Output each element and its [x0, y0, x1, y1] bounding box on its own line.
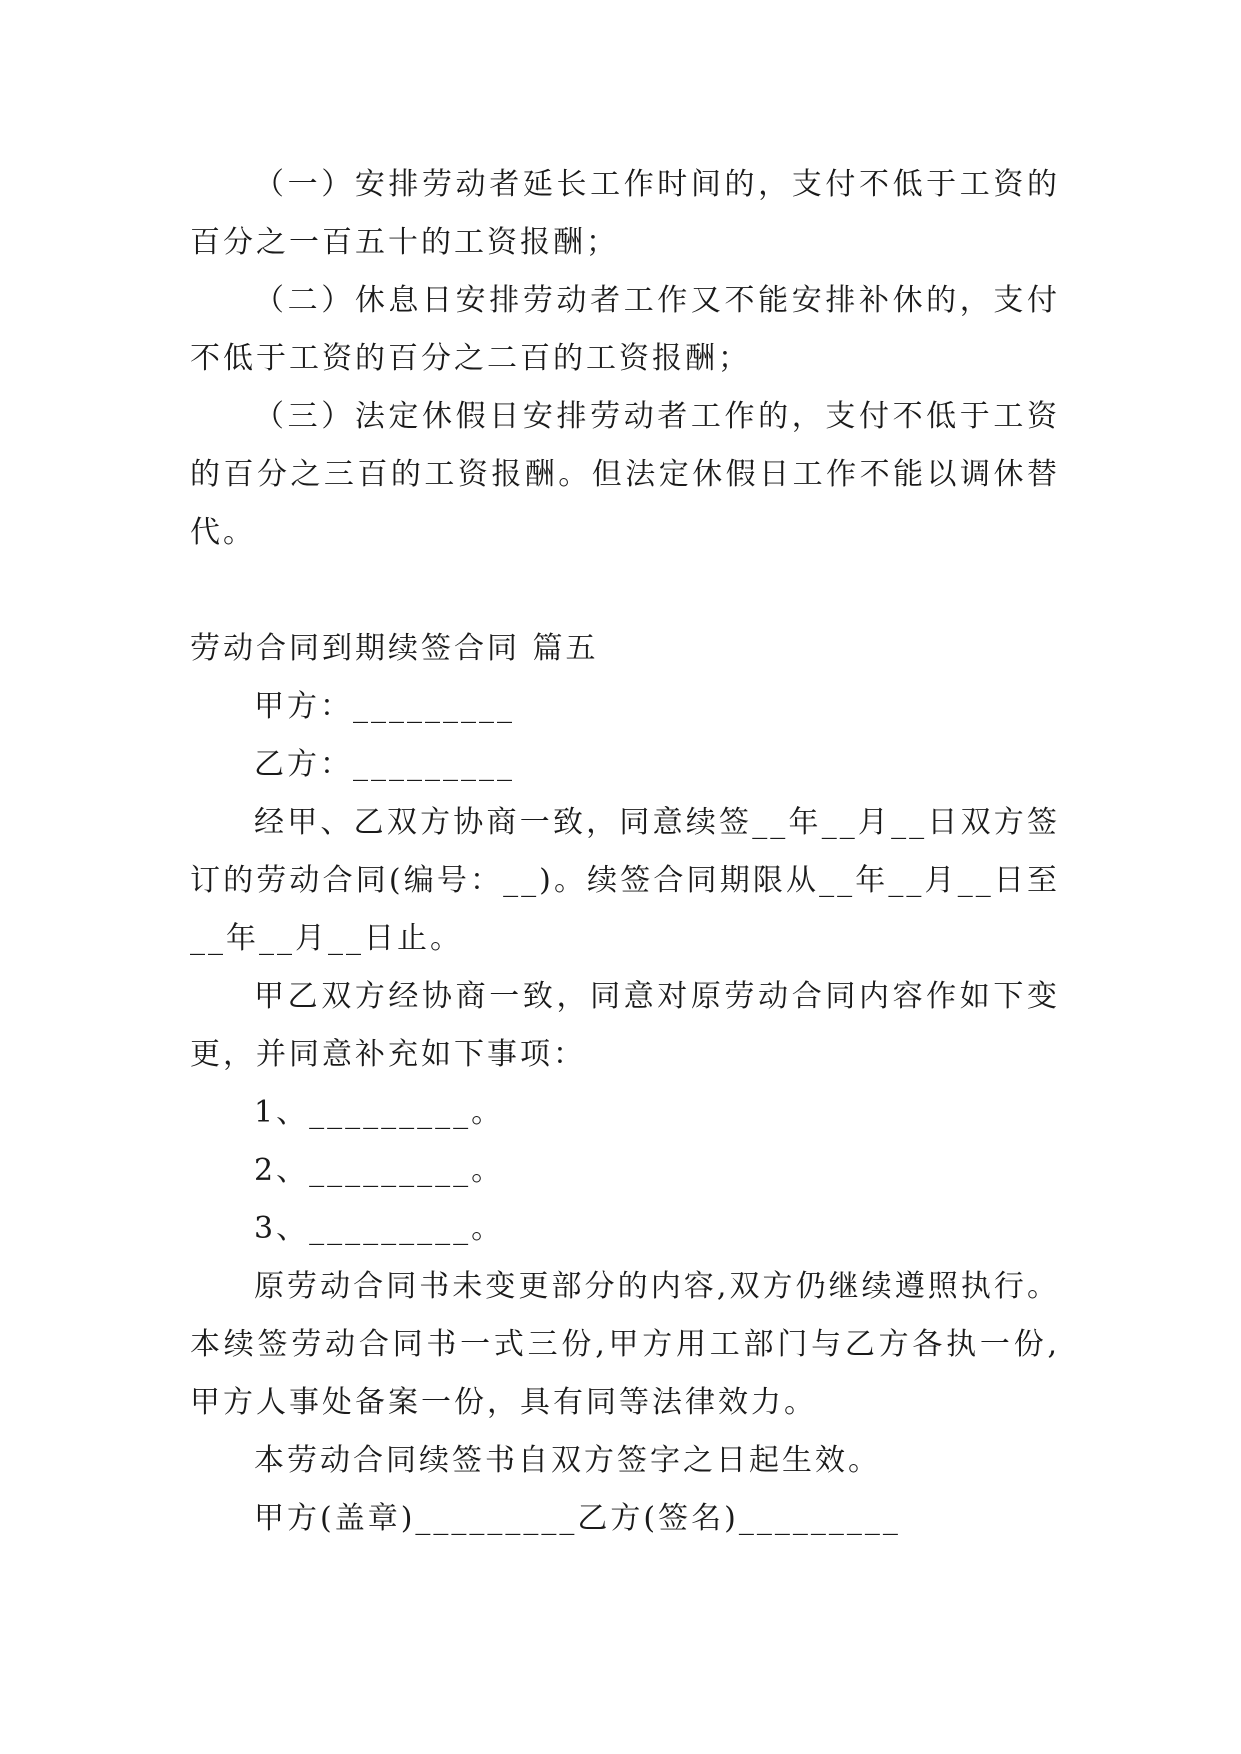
overtime-rule-1: （一）安排劳动者延长工作时间的，支付不低于工资的百分之一百五十的工资报酬； [190, 167, 1060, 260]
signature-line: 甲方(盖章)_________乙方(签名)_________ [254, 1501, 901, 1536]
party-b-line: 乙方：_________ [254, 747, 515, 782]
overtime-rule-2: （二）休息日安排劳动者工作又不能安排补休的，支付不低于工资的百分之二百的工资报酬； [190, 283, 1060, 376]
supplement-item-3: 3、_________。 [254, 1211, 505, 1246]
effective-paragraph: 本劳动合同续签书自双方签字之日起生效。 [254, 1443, 881, 1478]
unchanged-paragraph: 原劳动合同书未变更部分的内容,双方仍继续遵照执行。本续签劳动合同书一式三份,甲方用工部门与乙方各执一份,甲方人事处备案一份，具有同等法律效力。 [190, 1269, 1060, 1420]
renewal-paragraph: 经甲、乙双方协商一致，同意续签__年__月__日双方签订的劳动合同(编号：__)。续签合同期限从__年__月__日至__年__月__日止。 [190, 805, 1060, 956]
section-title: 劳动合同到期续签合同 篇五 [190, 631, 599, 666]
supplement-item-1: 1、_________。 [254, 1095, 505, 1130]
change-paragraph: 甲乙双方经协商一致，同意对原劳动合同内容作如下变更，并同意补充如下事项： [190, 979, 1060, 1072]
overtime-rule-3: （三）法定休假日安排劳动者工作的，支付不低于工资的百分之三百的工资报酬。但法定休假日工作不能以调休替代。 [190, 399, 1060, 550]
party-a-line: 甲方：_________ [254, 689, 515, 724]
document-body [190, 156, 1060, 1548]
supplement-item-2: 2、_________。 [254, 1153, 505, 1188]
